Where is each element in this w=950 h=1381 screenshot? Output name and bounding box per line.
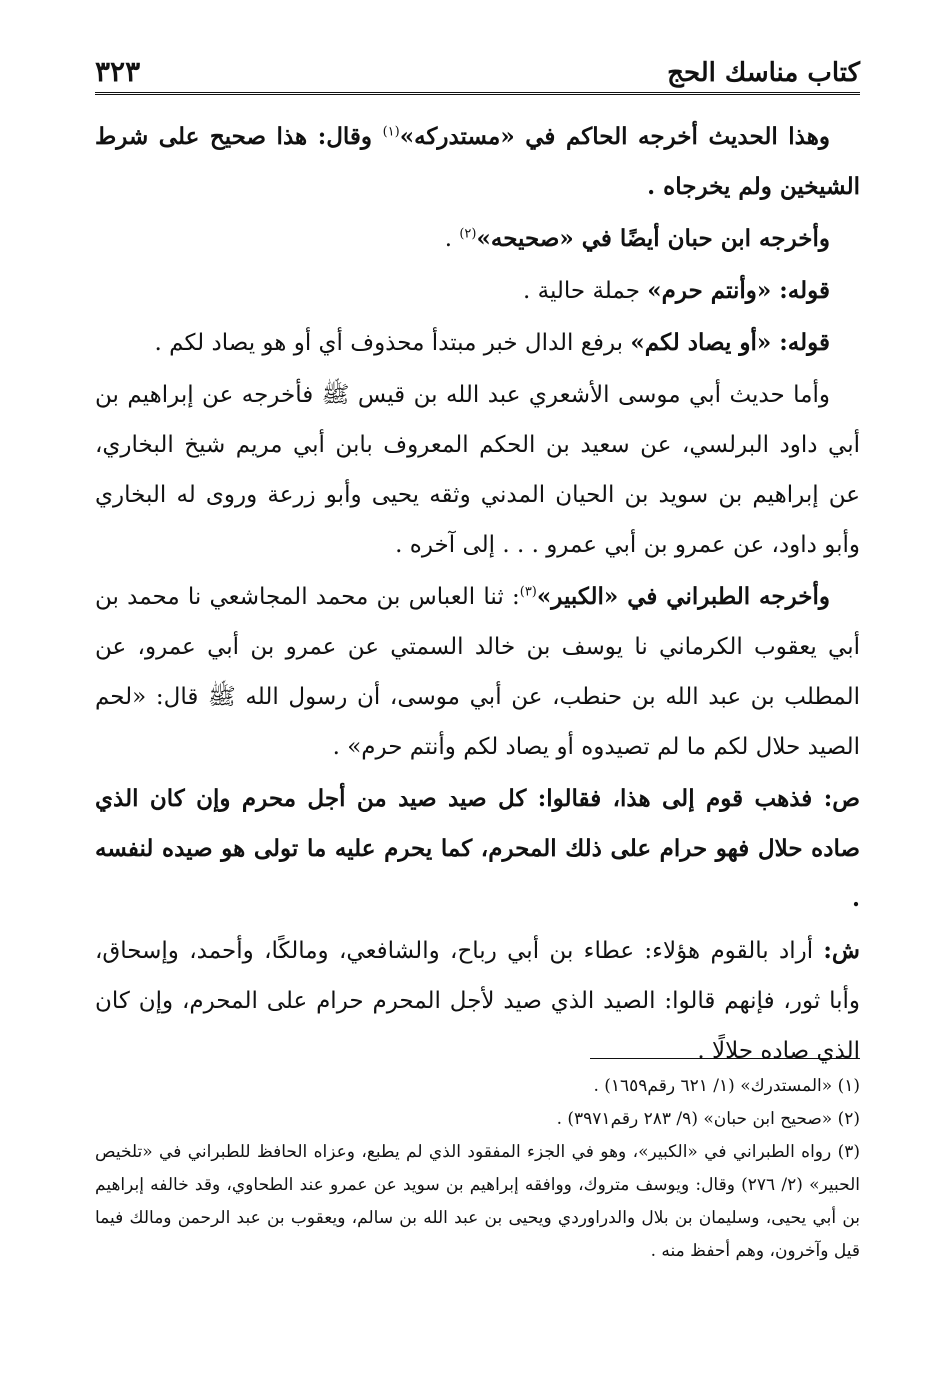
paragraph-sharh: [95, 926, 860, 1076]
footnote-2: (٢) «صحيح ابن حبان» (٩/ ٢٨٣ رقم٣٩٧١) .: [556, 1109, 860, 1129]
footnote-ref-2: (٢): [459, 226, 477, 242]
paragraph-wa-antum-hurum: [95, 266, 860, 316]
paragraph-text: برفع الدال خبر مبتدأ محذوف أي أو هو يصاد لكم .: [154, 330, 631, 356]
page-number: ٣٢٣: [95, 55, 141, 88]
paragraph-text: أراد بالقوم هؤلاء: عطاء بن أبي رباح، والشافعي، ومالكًا، وأحمد، وإسحاق، وأبا ثور، فإنهم قالوا: الصيد الذي صيد لأجل المحرم حرام على المحرم، وإن كان الذي صاده حلالًا .: [95, 938, 860, 1064]
paragraph-lead: وأخرجه الطبراني في «الكبير»: [536, 583, 831, 610]
paragraph-text: جملة حالية .: [523, 278, 648, 304]
paragraph-tabarani: [95, 572, 860, 772]
paragraph-lead: قوله: «وأنتم حرم»: [647, 277, 830, 304]
paragraph-text: : ثنا العباس بن محمد المجاشعي نا محمد بن أبي يعقوب الكرماني نا يوسف بن خالد السمتي عن عمرو بن أبي عمرو، عن المطلب بن عبد الله بن حنطب، عن أبي موسى، أن رسول الله ﷺ قال: «لحم الصيد حلال لكم ما لم تصيدوه أو يصاد لكم وأنتم حرم» .: [95, 584, 860, 760]
paragraph-abu-musa: وأما حديث أبي موسى الأشعري عبد الله بن قيس ﷺ فأخرجه عن إبراهيم بن أبي داود البرلسي، عن سعيد بن الحكم المعروف بابن أبي مريم شيخ البخاري، عن إبراهيم بن سويد بن الحيان المدني وثقه يحيى وأبو زرعة وروى له البخاري وأبو داود، عن عمرو بن أبي عمرو . . . إلى آخره .: [95, 382, 860, 558]
paragraph-hakim: [95, 112, 860, 212]
footnote-3: (٣) رواه الطبراني في «الكبير»، وهو في الجزء المفقود الذي لم يطبع، وعزاه الحافظ للطبراني في «تلخيص الحبير» (٢/ ٢٧٦) وقال: ويوسف متروك، ووافقه إبراهيم بن سويد عن عمرو عند الطحاوي، وقد خالفه إبراهيم بن أبي يحيى، وسليمان بن بلال والدراوردي ويحيى بن عبد الله بن سالم، ويعقوب بن عبد الرحمن ومالك فيما قيل وآخرون، وهم أحفظ منه .: [95, 1142, 860, 1261]
footnote-ref-3: (٣): [519, 584, 537, 600]
footnote-divider: [590, 1058, 860, 1059]
paragraph-lead: وأخرجه ابن حبان أيضًا في «صحيحه»: [476, 225, 830, 252]
paragraph-lead: ش:: [823, 937, 860, 964]
paragraph-aw-yusad: [95, 318, 860, 368]
footnote-1: (١) «المستدرك» (١/ ٦٢١ رقم١٦٥٩) .: [593, 1076, 860, 1096]
paragraph-ibn-hibban: [95, 214, 860, 264]
main-text: [95, 112, 860, 1078]
footnotes: [95, 1070, 860, 1268]
page-header: [95, 40, 860, 95]
book-title: كتاب مناسك الحج: [667, 58, 860, 88]
paragraph-text: .: [444, 226, 460, 252]
footnote-ref-1: (١): [382, 124, 400, 140]
paragraph-lead: وهذا الحديث أخرجه الحاكم في «مستدركه»: [399, 123, 830, 150]
paragraph-text: وقال: هذا صحيح على شرط الشيخين ولم يخرجاه .: [95, 123, 860, 200]
paragraph-matn: ص: فذهب قوم إلى هذا، فقالوا: كل صيد صيد من أجل محرم وإن كان الذي صاده حلال فهو حرام على ذلك المحرم، كما يحرم عليه ما تولى هو صيده لنفسه .: [95, 785, 860, 912]
paragraph-lead: قوله: «أو يصاد لكم»: [630, 329, 830, 356]
